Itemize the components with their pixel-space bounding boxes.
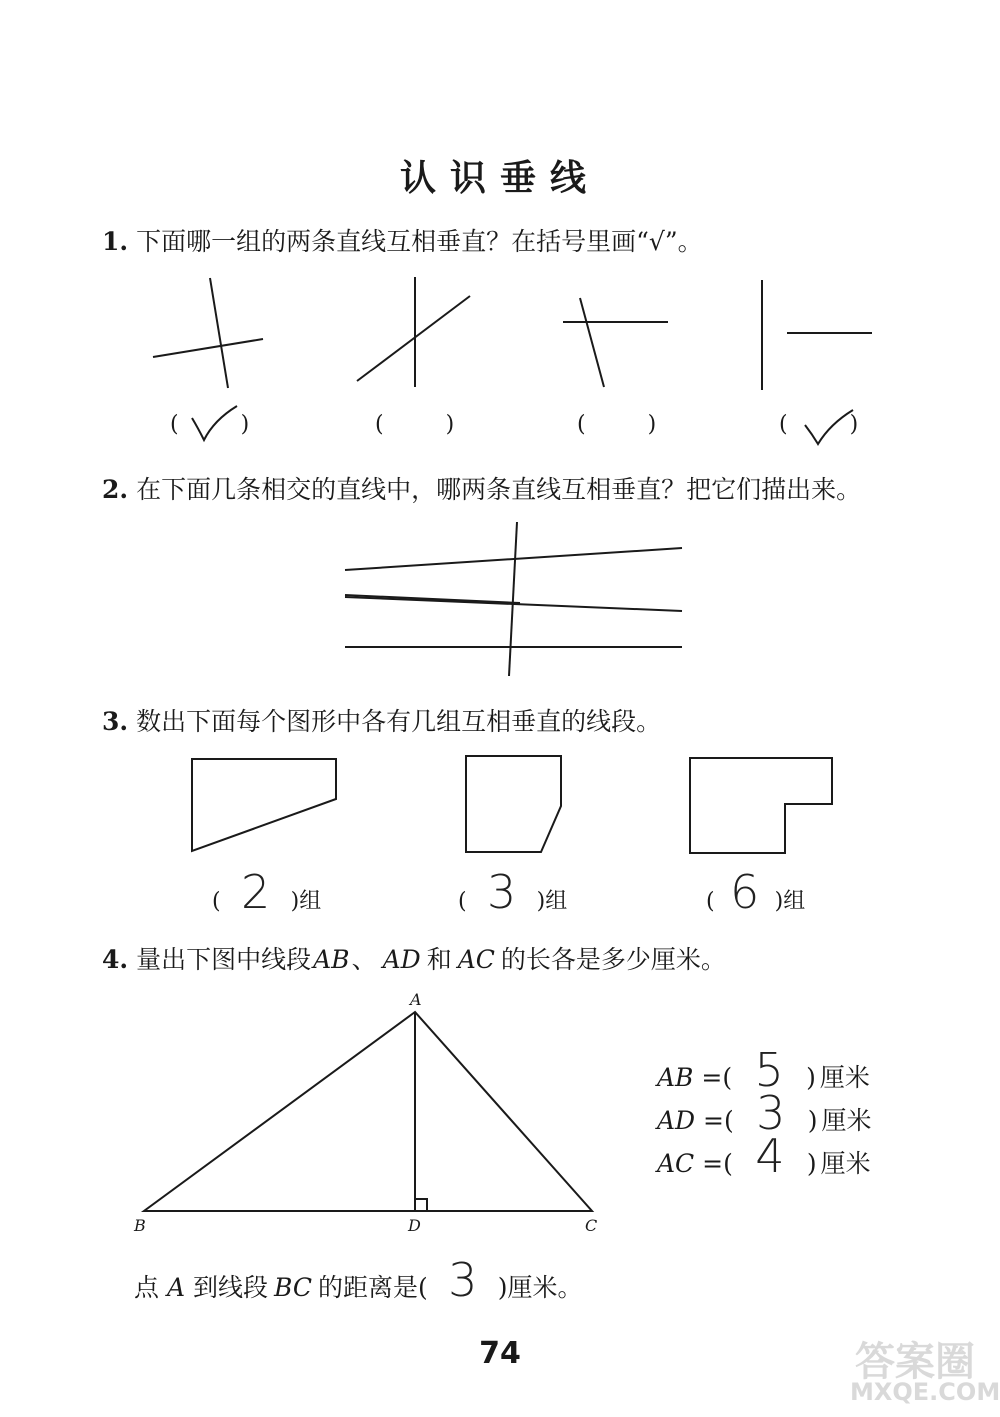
q3-answer-2: ( 3 )组 bbox=[458, 865, 568, 919]
question-2-number: 2. bbox=[102, 475, 129, 504]
q3-figure-3 bbox=[690, 758, 832, 853]
watermark-url: MXQE.COM bbox=[850, 1378, 1000, 1406]
q4-row-ad-unit: 厘米 bbox=[821, 1106, 872, 1135]
q1-figure-3 bbox=[563, 298, 668, 387]
q4-distance-after: 的距离是( bbox=[317, 1273, 428, 1302]
label-c: C bbox=[585, 1216, 598, 1235]
question-3-number: 3. bbox=[102, 707, 129, 736]
question-4-seg-ac: AC bbox=[457, 945, 495, 974]
q3-answer-1-value: 2 bbox=[240, 865, 271, 919]
question-1-number: 1. bbox=[102, 227, 129, 256]
q3-answer-3-value: 6 bbox=[729, 865, 760, 919]
q4-distance-point: A bbox=[166, 1273, 186, 1302]
q1-paren-2: ( ) bbox=[375, 412, 455, 437]
question-4-seg-ad: AD bbox=[382, 945, 421, 974]
q4-row-ad-value: 3 bbox=[756, 1086, 786, 1140]
q4-row-ad: AD =( 3 ) 厘米 bbox=[657, 1086, 872, 1140]
question-4-seg-ab: AB bbox=[313, 945, 350, 974]
question-3-text: 数出下面每个图形中各有几组互相垂直的线段。 bbox=[136, 707, 662, 736]
label-b: B bbox=[134, 1216, 146, 1235]
q3-answer-1: ( 2 )组 bbox=[212, 865, 322, 919]
q4-distance bbox=[134, 1253, 583, 1307]
q4-row-ab: AB =( 5 ) 厘米 bbox=[657, 1043, 870, 1097]
q4-distance-middle: 到线段 bbox=[192, 1273, 268, 1302]
page-title: 认识垂线 bbox=[399, 158, 600, 199]
question-4-text-1: 量出下图中线段 bbox=[136, 945, 312, 974]
q4-row-ab-unit: 厘米 bbox=[819, 1063, 870, 1092]
question-4-text-2: 的长各是多少厘米。 bbox=[500, 945, 726, 974]
q4-row-ad-seg: AD bbox=[657, 1106, 696, 1135]
q3-unit-2: 组 bbox=[545, 889, 568, 914]
q3-answer-3: ( 6 )组 bbox=[706, 865, 806, 919]
q3-answer-2-value: 3 bbox=[486, 865, 517, 919]
right-angle-marker bbox=[415, 1199, 427, 1211]
watermark-logo: 答案圈 bbox=[855, 1339, 975, 1385]
question-4-sep: 、 bbox=[351, 945, 377, 974]
q4-row-ac-unit: 厘米 bbox=[820, 1149, 871, 1178]
q3-unit-3: 组 bbox=[783, 889, 806, 914]
q4-distance-suffix: )厘米。 bbox=[497, 1273, 583, 1302]
question-4-number: 4. bbox=[102, 945, 129, 974]
q1-figure-2 bbox=[357, 277, 470, 387]
q1-figure-4 bbox=[762, 280, 872, 390]
q2-figure bbox=[345, 522, 682, 676]
question-2 bbox=[102, 470, 861, 506]
q3-unit-1: 组 bbox=[299, 889, 322, 914]
q4-triangle bbox=[144, 1012, 592, 1211]
question-3 bbox=[102, 702, 661, 738]
question-2-text: 在下面几条相交的直线中，哪两条直线互相垂直？把它们描出来。 bbox=[136, 475, 862, 504]
q1-paren-4: ( ) bbox=[779, 412, 859, 437]
q4-row-ab-value: 5 bbox=[754, 1043, 784, 1097]
q4-distance-prefix: 点 bbox=[134, 1273, 160, 1302]
question-1-text: 下面哪一组的两条直线互相垂直？在括号里画“√”。 bbox=[136, 227, 703, 256]
q3-figure-1 bbox=[192, 759, 336, 851]
q1-paren-1: ( ) bbox=[170, 412, 250, 437]
q4-row-ac-value: 4 bbox=[755, 1129, 785, 1183]
page-number: 74 bbox=[479, 1336, 521, 1371]
q1-paren-3: ( ) bbox=[577, 412, 657, 437]
q4-distance-value: 3 bbox=[448, 1253, 478, 1307]
label-d: D bbox=[408, 1216, 421, 1235]
q3-figure-2 bbox=[466, 756, 561, 852]
q1-figure-1 bbox=[153, 278, 263, 388]
question-4 bbox=[102, 940, 726, 976]
q4-row-ac: AC =( 4 ) 厘米 bbox=[657, 1129, 871, 1183]
question-4-and: 和 bbox=[426, 945, 452, 974]
label-a: A bbox=[410, 990, 422, 1009]
q4-distance-seg: BC bbox=[274, 1273, 312, 1302]
q4-row-ab-seg: AB bbox=[657, 1063, 694, 1092]
q4-row-ac-seg: AC bbox=[657, 1149, 695, 1178]
